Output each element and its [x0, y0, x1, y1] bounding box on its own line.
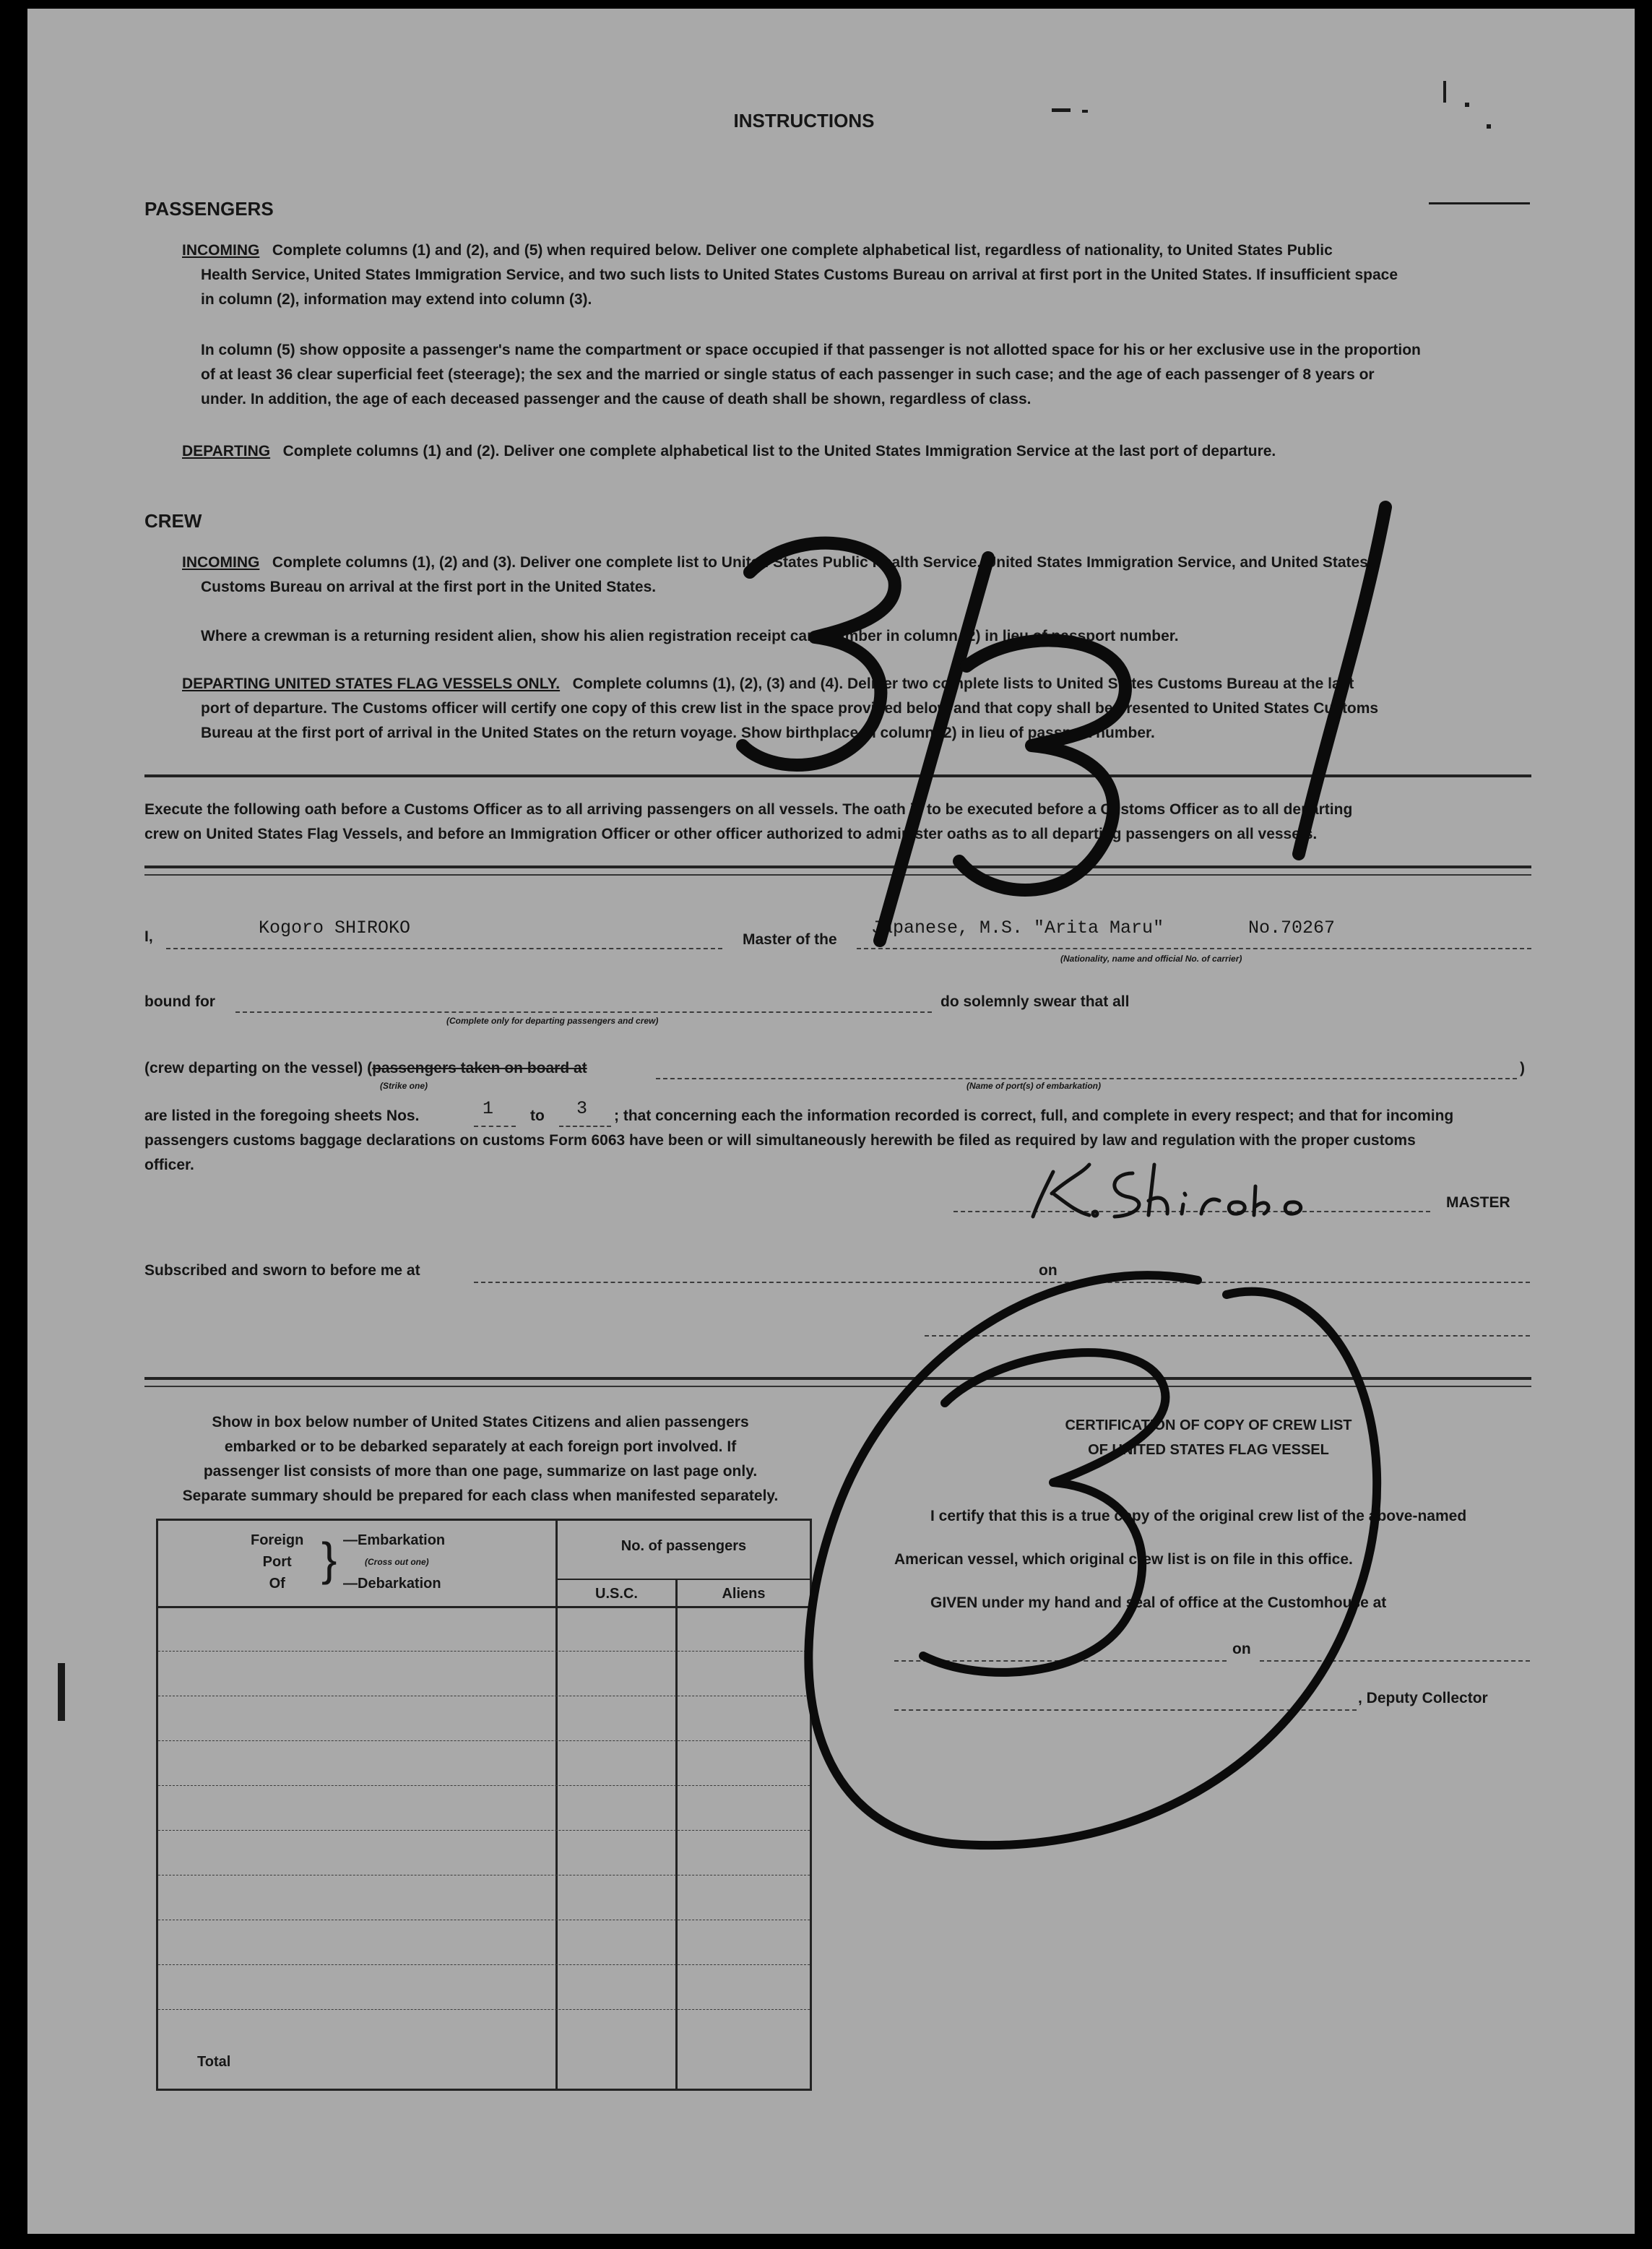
- header-divider: [555, 1579, 810, 1580]
- crew-heading: CREW: [144, 510, 202, 532]
- master-name-line: [166, 948, 722, 949]
- passengers-incoming-label: INCOMING: [182, 242, 260, 259]
- table-row: [158, 1740, 810, 1741]
- ports-caption: (Name of port(s) of embarkation): [966, 1081, 1102, 1091]
- certification-title-2: OF UNITED STATES FLAG VESSEL: [1088, 1442, 1329, 1458]
- debarkation-label: —Debarkation: [343, 1576, 441, 1592]
- close-paren: ): [1520, 1060, 1525, 1076]
- listed-line-2: passengers customs baggage declarations on customs Form 6063 have been or will simultaneously herewith be filed as required by law and regulation with the proper customs: [144, 1132, 1416, 1149]
- certification-title-1: CERTIFICATION OF COPY OF CREW LIST: [1065, 1417, 1352, 1433]
- document-page: [27, 9, 1635, 2234]
- oath-line-2: crew on United States Flag Vessels, and before an Immigration Officer or other officer authorized to administer oaths as to all departing passengers on all vessels.: [144, 826, 1318, 842]
- crew-incoming-line-1: Complete columns (1), (2) and (3). Deliver one complete list to United States Public Health Service, United States Immigration Service, and United States: [272, 554, 1368, 571]
- passengers-incoming-line-3: in column (2), information may extend into column (3).: [201, 291, 592, 308]
- subscribed-line: [474, 1282, 1530, 1283]
- col5-line-2: of at least 36 clear superficial feet (steerage); the sex and the married or single status of each passenger in such case; and the age of each passenger of 8 years or: [201, 366, 1375, 383]
- crew-departing-choice: (crew departing on the vessel) (: [144, 1060, 373, 1076]
- passengers-incoming-line-1: Complete columns (1) and (2), and (5) when required below. Deliver one complete alphabetical list, regardless of nationality, to United States Public: [272, 242, 1333, 259]
- aliens-header: Aliens: [722, 1586, 766, 1602]
- to-label: to: [530, 1108, 545, 1124]
- certification-line-3: GIVEN under my hand and seal of office at the Customhouse at: [930, 1594, 1387, 1611]
- crew-resident-line: Where a crewman is a returning resident alien, show his alien registration receipt card number in column (2) in lieu of passport number.: [201, 628, 1179, 644]
- listed-label: are listed in the foregoing sheets Nos.: [144, 1108, 420, 1124]
- sheet-from: 1: [483, 1098, 494, 1119]
- master-label: MASTER: [1446, 1194, 1510, 1211]
- sheet-from-line: [474, 1126, 516, 1127]
- bound-line: [235, 1011, 932, 1013]
- master-signature: [1033, 1165, 1301, 1217]
- ports-line: [656, 1078, 1517, 1079]
- table-row: [158, 1964, 810, 1965]
- subscribed-second-line: [925, 1335, 1530, 1337]
- divider: [144, 774, 1531, 777]
- passengers-taken-choice: passengers taken on board at: [372, 1060, 587, 1076]
- usc-header: U.S.C.: [595, 1586, 638, 1602]
- crew-departing-line-2: port of departure. The Customs officer will certify one copy of this crew list in the space provided below and that copy shall be presented to United States Customs: [201, 700, 1379, 717]
- certification-line-1: I certify that this is a true copy of the original crew list of the above-named: [930, 1508, 1467, 1524]
- certification-date-line: [1260, 1660, 1530, 1662]
- certification-on-label: on: [1232, 1641, 1251, 1657]
- listed-line-3: officer.: [144, 1157, 194, 1173]
- deputy-signature-line: [894, 1709, 1357, 1711]
- divider: [144, 874, 1531, 876]
- table-row: [158, 1830, 810, 1831]
- no-passengers-header: No. of passengers: [620, 1538, 747, 1554]
- bound-label: bound for: [144, 993, 215, 1010]
- crew-departing-label: DEPARTING UNITED STATES FLAG VESSELS ONLY.: [182, 675, 561, 692]
- bound-caption: (Complete only for departing passengers and crew): [446, 1016, 659, 1026]
- summary-line-3: passenger list consists of more than one page, summarize on last page only.: [203, 1463, 758, 1480]
- table-row: [158, 1785, 810, 1786]
- col5-line-3: under. In addition, the age of each deceased passenger and the cause of death shall be shown, regardless of class.: [201, 391, 1032, 407]
- crew-incoming-line-2: Customs Bureau on arrival at the first port in the United States.: [201, 579, 657, 595]
- table-row: [158, 1651, 810, 1652]
- summary-line-4: Separate summary should be prepared for each class when manifested separately.: [182, 1488, 779, 1504]
- oath-line-1: Execute the following oath before a Customs Officer as to all arriving passengers on all vessels. The oath is to be executed before a Customs Officer as to all departing: [144, 801, 1353, 818]
- total-label: Total: [197, 2054, 231, 2070]
- passengers-departing-text: Complete columns (1) and (2). Deliver one complete alphabetical list to the United States Immigration Service at the last port of departure.: [282, 443, 1276, 459]
- i-label: I,: [144, 928, 153, 945]
- cross-out-caption: (Cross out one): [365, 1557, 429, 1567]
- certification-place-line: [894, 1660, 1227, 1662]
- master-name: Kogoro SHIROKO: [259, 918, 411, 938]
- passengers-departing-label: DEPARTING: [182, 443, 271, 459]
- foreign-label: Foreign: [251, 1532, 304, 1548]
- crew-departing-line-3: Bureau at the first port of arrival in the United States on the return voyage. Show birthplace in column (2) in lieu of passport number.: [201, 725, 1155, 741]
- divider: [144, 1386, 1531, 1387]
- embarkation-label: —Embarkation: [343, 1532, 446, 1548]
- subscribed-label: Subscribed and sworn to before me at: [144, 1262, 420, 1279]
- listed-rest: ; that concerning each the information recorded is correct, full, and complete in every respect; and that for incoming: [614, 1108, 1454, 1124]
- vessel-caption: (Nationality, name and official No. of carrier): [1060, 954, 1242, 964]
- table-row: [158, 2009, 810, 2010]
- divider: [144, 866, 1531, 868]
- subscribed-on-label: on: [1039, 1262, 1058, 1279]
- sheet-to-line: [559, 1126, 611, 1127]
- crew-departing-line-1: Complete columns (1), (2), (3) and (4). Deliver two complete lists to United States Customs Bureau at the last: [572, 675, 1354, 692]
- deputy-collector-label: , Deputy Collector: [1358, 1690, 1488, 1706]
- sheet-to: 3: [576, 1098, 588, 1119]
- header-divider: [158, 1606, 810, 1608]
- passenger-summary-box: [156, 1519, 812, 2091]
- brace-icon: }: [321, 1533, 337, 1585]
- crew-incoming-label: INCOMING: [182, 554, 260, 571]
- certification-line-2: American vessel, which original crew list is on file in this office.: [894, 1551, 1353, 1568]
- port-label: Port: [262, 1554, 292, 1570]
- divider: [144, 1377, 1531, 1380]
- swear-label: do solemnly swear that all: [940, 993, 1130, 1010]
- page-title: INSTRUCTIONS: [733, 110, 875, 131]
- summary-line-1: Show in box below number of United States Citizens and alien passengers: [212, 1414, 749, 1430]
- strike-caption: (Strike one): [380, 1081, 428, 1091]
- master-of-label: Master of the: [743, 931, 837, 948]
- official-number: No.70267: [1248, 918, 1336, 938]
- passengers-heading: PASSENGERS: [144, 198, 274, 220]
- vessel-line: [857, 948, 1531, 949]
- master-signature-line: [953, 1211, 1430, 1212]
- col5-line-1: In column (5) show opposite a passenger's name the compartment or space occupied if that passenger is not allotted space for his or her exclusive use in the proportion: [201, 342, 1421, 358]
- vessel-name: Japanese, M.S. "Arita Maru": [871, 918, 1164, 938]
- column-divider: [675, 1579, 678, 2091]
- of-label: Of: [269, 1576, 285, 1592]
- summary-line-2: embarked or to be debarked separately at each foreign port involved. If: [224, 1438, 737, 1455]
- passengers-incoming-line-2: Health Service, United States Immigration Service, and two such lists to United States Customs Bureau on arrival at first port in the United States. If insufficient space: [201, 267, 1398, 283]
